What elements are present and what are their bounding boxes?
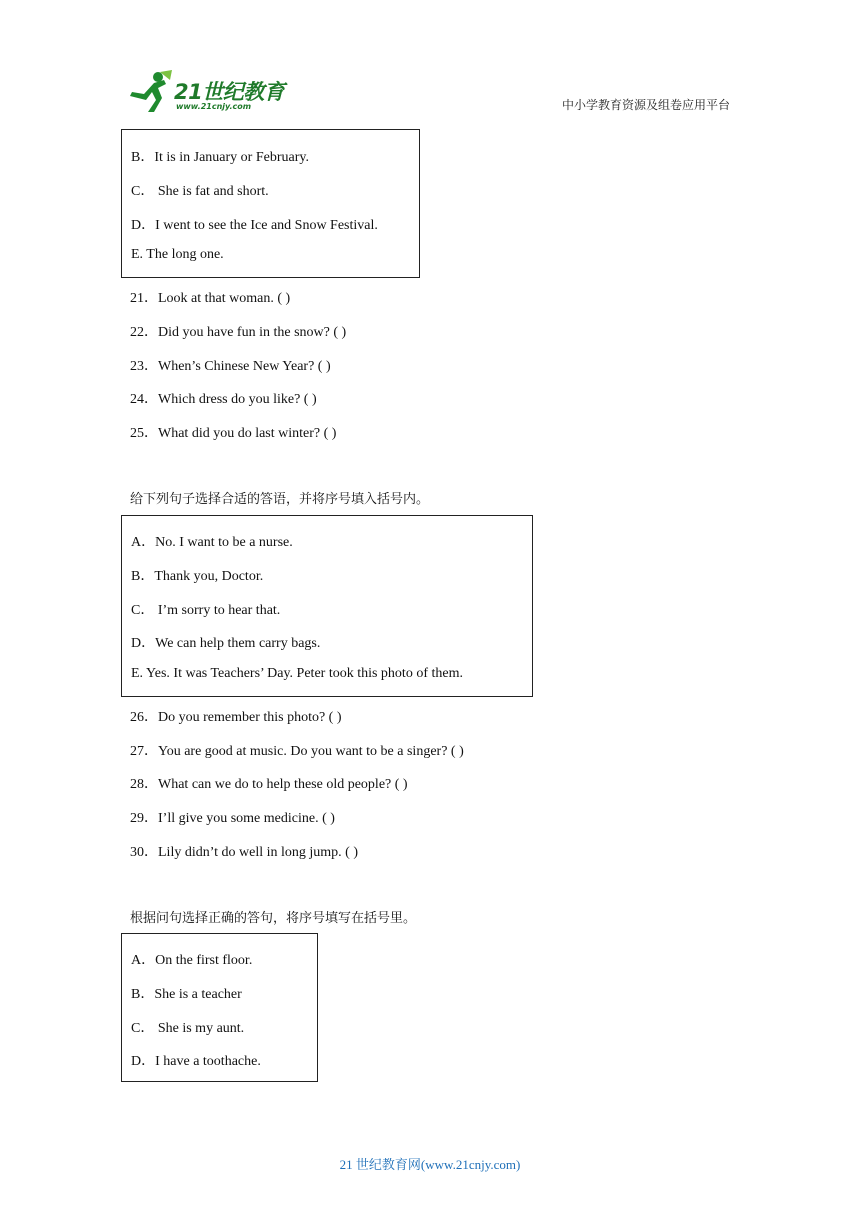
question-25: 25．What did you do last winter? ( )	[130, 426, 337, 441]
option-a: A．On the first floor.	[131, 953, 253, 968]
options-box-2	[121, 515, 533, 697]
logo-text: 21世纪教育	[174, 80, 285, 104]
option-c: C． She is fat and short.	[131, 184, 269, 199]
option-a: A．No. I want to be a nurse.	[131, 535, 293, 550]
runner-icon	[124, 70, 174, 114]
options-box-1	[121, 129, 420, 278]
options-box-3	[121, 933, 318, 1082]
header-platform-text: 中小学教育资源及组卷应用平台	[561, 98, 730, 112]
option-d: D．I went to see the Ice and Snow Festival.	[131, 218, 378, 233]
instruction-2: 给下列句子选择合适的答语，并将序号填入括号内。	[130, 492, 430, 507]
option-d: D．I have a toothache.	[131, 1054, 261, 1069]
question-29: 29．I’ll give you some medicine. ( )	[130, 811, 335, 826]
footer-link[interactable]: 21 世纪教育网(www.21cnjy.com)	[339, 1157, 521, 1172]
option-e: E. The long one.	[131, 247, 224, 262]
option-b: B．She is a teacher	[131, 987, 242, 1002]
question-23: 23．When’s Chinese New Year? ( )	[130, 359, 331, 374]
instruction-3: 根据问句选择正确的答句，将序号填写在括号里。	[130, 911, 417, 926]
option-e: E. Yes. It was Teachers’ Day. Peter took this photo of them.	[131, 666, 463, 681]
logo-url: www.21cnjy.com	[176, 102, 252, 111]
option-b: B．Thank you, Doctor.	[131, 569, 264, 584]
option-c: C． She is my aunt.	[131, 1021, 245, 1036]
question-27: 27．You are good at music. Do you want to be a singer? ( )	[130, 744, 464, 759]
option-c: C． I’m sorry to hear that.	[131, 603, 281, 618]
option-d: D．We can help them carry bags.	[131, 636, 321, 651]
site-logo	[124, 70, 294, 118]
question-22: 22．Did you have fun in the snow? ( )	[130, 325, 347, 340]
question-28: 28．What can we do to help these old people? ( )	[130, 777, 408, 792]
option-b: B．It is in January or February.	[131, 150, 309, 165]
question-30: 30．Lily didn’t do well in long jump. ( )	[130, 845, 359, 860]
question-26: 26．Do you remember this photo? ( )	[130, 710, 342, 725]
question-24: 24．Which dress do you like? ( )	[130, 392, 317, 407]
question-21: 21．Look at that woman. ( )	[130, 291, 291, 306]
